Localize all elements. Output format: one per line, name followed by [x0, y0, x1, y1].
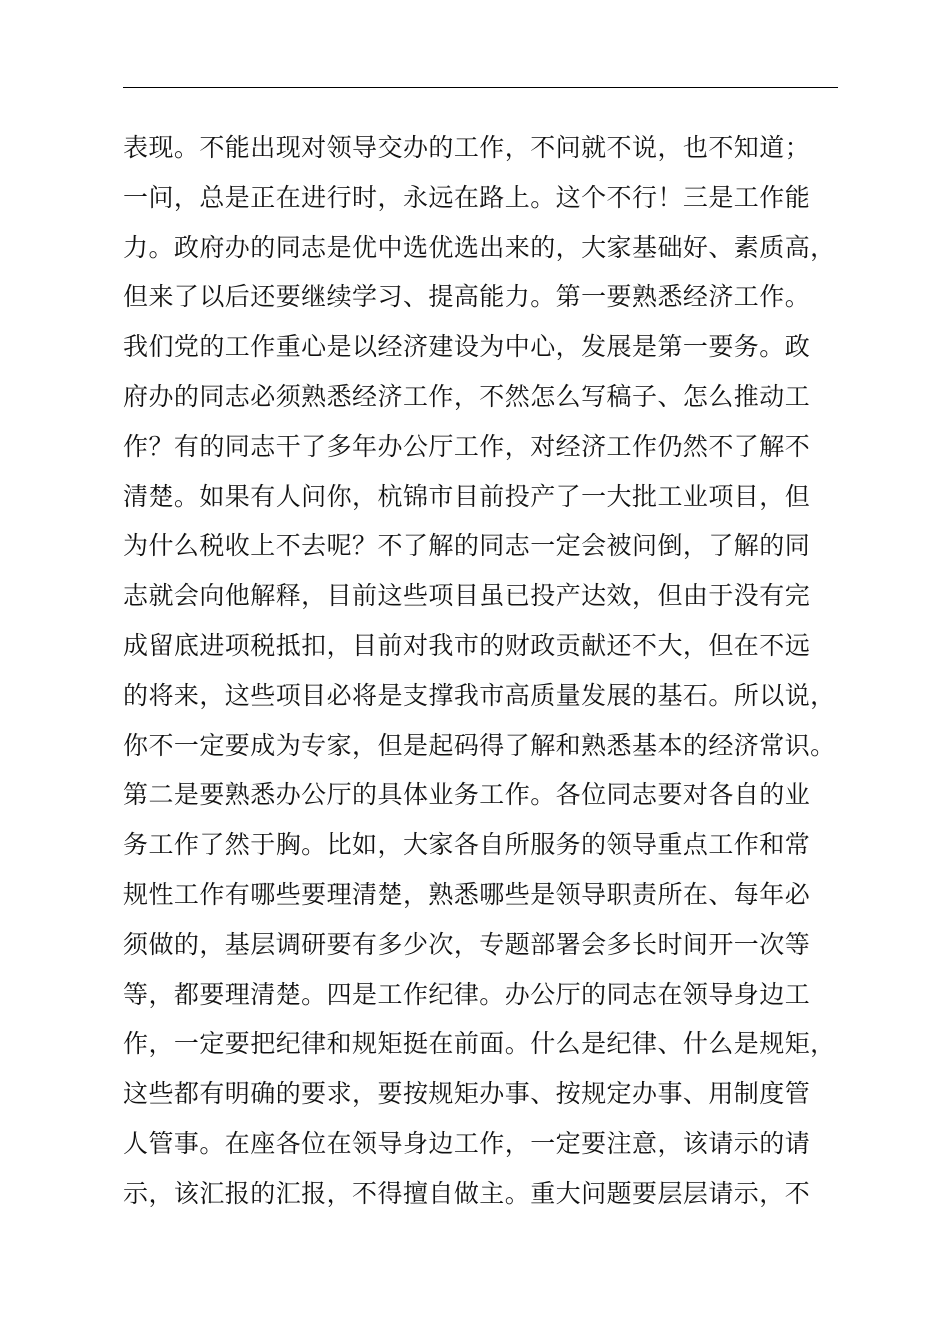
- text-line-17: 须做的，基层调研要有多少次，专题部署会多长时间开一次等: [123, 929, 811, 959]
- text-line-9: 为什么税收上不去呢？不了解的同志一定会被问倒，了解的同: [123, 531, 811, 561]
- text-line-2: 一问，总是正在进行时，永远在路上。这个不行！三是工作能: [123, 182, 811, 212]
- text-line-4: 但来了以后还要继续学习、提高能力。第一要熟悉经济工作。: [123, 282, 811, 312]
- text-line-18: 等，都要理清楚。四是工作纪律。办公厅的同志在领导身边工: [123, 979, 811, 1009]
- text-line-6: 府办的同志必须熟悉经济工作，不然怎么写稿子、怎么推动工: [123, 381, 811, 411]
- text-line-15: 务工作了然于胸。比如，大家各自所服务的领导重点工作和常: [123, 830, 811, 860]
- text-line-7: 作？有的同志干了多年办公厅工作，对经济工作仍然不了解不: [123, 431, 811, 461]
- text-line-19: 作，一定要把纪律和规矩挺在前面。什么是纪律、什么是规矩，: [123, 1029, 836, 1059]
- body-text: [123, 123, 863, 1219]
- text-line-12: 的将来，这些项目必将是支撑我市高质量发展的基石。所以说，: [123, 680, 836, 710]
- text-line-3: 力。政府办的同志是优中选优选出来的，大家基础好、素质高，: [123, 232, 836, 262]
- text-line-21: 人管事。在座各位在领导身边工作，一定要注意，该请示的请: [123, 1128, 811, 1158]
- text-line-20: 这些都有明确的要求，要按规矩办事、按规定办事、用制度管: [123, 1079, 811, 1109]
- text-line-11: 成留底进项税抵扣，目前对我市的财政贡献还不大，但在不远: [123, 630, 811, 660]
- text-line-5: 我们党的工作重心是以经济建设为中心，发展是第一要务。政: [123, 332, 811, 362]
- text-line-8: 清楚。如果有人问你，杭锦市目前投产了一大批工业项目，但: [123, 481, 811, 511]
- text-line-16: 规性工作有哪些要理清楚，熟悉哪些是领导职责所在、每年必: [123, 879, 811, 909]
- text-line-22: 示，该汇报的汇报，不得擅自做主。重大问题要层层请示，不: [123, 1178, 811, 1208]
- text-line-1: 表现。不能出现对领导交办的工作，不问就不说，也不知道；: [123, 133, 811, 162]
- header-rule: [123, 87, 838, 88]
- text-line-10: 志就会向他解释，目前这些项目虽已投产达效，但由于没有完: [123, 581, 811, 611]
- text-line-13: 你不一定要成为专家，但是起码得了解和熟悉基本的经济常识。: [123, 730, 836, 760]
- text-line-14: 第二是要熟悉办公厅的具体业务工作。各位同志要对各自的业: [123, 780, 811, 810]
